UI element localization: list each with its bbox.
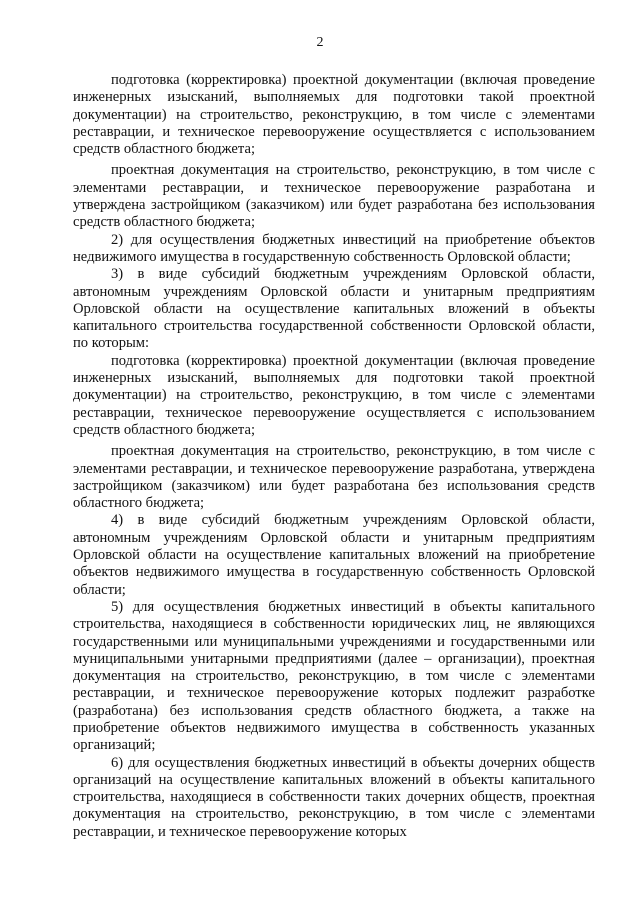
paragraph: 4) в виде субсидий бюджетным учреждениям Орловской области, автономным учреждениям Орловской области и унитарным предприятиям Орловской области на осуществление капитальных вложений на приобретение объектов недвижимого имущества в государственную собственность Орловской области; <box>73 512 595 598</box>
paragraph: проектная документация на строительство, реконструкцию, в том числе с элементами реставрации, и техническое перевооружение разработана, утверждена застройщиком (заказчиком) или будет разработана без использования средств областного бюджета; <box>73 443 595 512</box>
page-number: 2 <box>316 35 324 50</box>
paragraph: проектная документация на строительство, реконструкцию, в том числе с элементами реставрации, и техническое перевооружение разработана и утверждена застройщиком (заказчиком) или будет разработана без использования средств областного бюджета; <box>73 162 595 231</box>
paragraph: 2) для осуществления бюджетных инвестиций на приобретение объектов недвижимого имущества в государственную собственность Орловской области; <box>73 231 595 265</box>
paragraph: подготовка (корректировка) проектной документации (включая проведение инженерных изысканий, выполняемых для подготовки такой проектной документации) на строительство, реконструкцию, в том числе с элементами реставрации, техническое перевооружение осуществляется с использованием средств областного бюджета; <box>73 352 595 438</box>
paragraph: 5) для осуществления бюджетных инвестиций в объекты капитального строительства, находящиеся в собственности юридических лиц, не являющихся государственными или муниципальными учреждениями и государственными или муниципальными унитарными предприятиями (далее – организации), проектная документация на строительство, реконструкцию, в том числе с элементами реставрации, и техническое перевооружение которых подлежит разработке (разработана) без использования средств областного бюджета, а также на приобретение объектов недвижимого имущества в собственность указанных организаций; <box>73 598 595 754</box>
paragraph: 6) для осуществления бюджетных инвестиций в объекты дочерних обществ организаций на осуществление капитальных вложений в объекты капитального строительства, находящиеся в собственности таких дочерних обществ, проектная документация на строительство, реконструкцию, в том числе с элементами реставрации, и техническое перевооружение которых <box>73 754 595 840</box>
paragraph: 3) в виде субсидий бюджетным учреждениям Орловской области, автономным учреждениям Орловской области и унитарным предприятиям Орловской области на осуществление капитальных вложений в объекты капитального строительства государственной собственности Орловской области, по которым: <box>73 266 595 352</box>
document-body <box>73 72 595 841</box>
paragraph: подготовка (корректировка) проектной документации (включая проведение инженерных изысканий, выполняемых для подготовки такой проектной документации) на строительство, реконструкцию, в том числе с элементами реставрации, и техническое перевооружение осуществляется с использованием средств областного бюджета; <box>73 72 595 158</box>
